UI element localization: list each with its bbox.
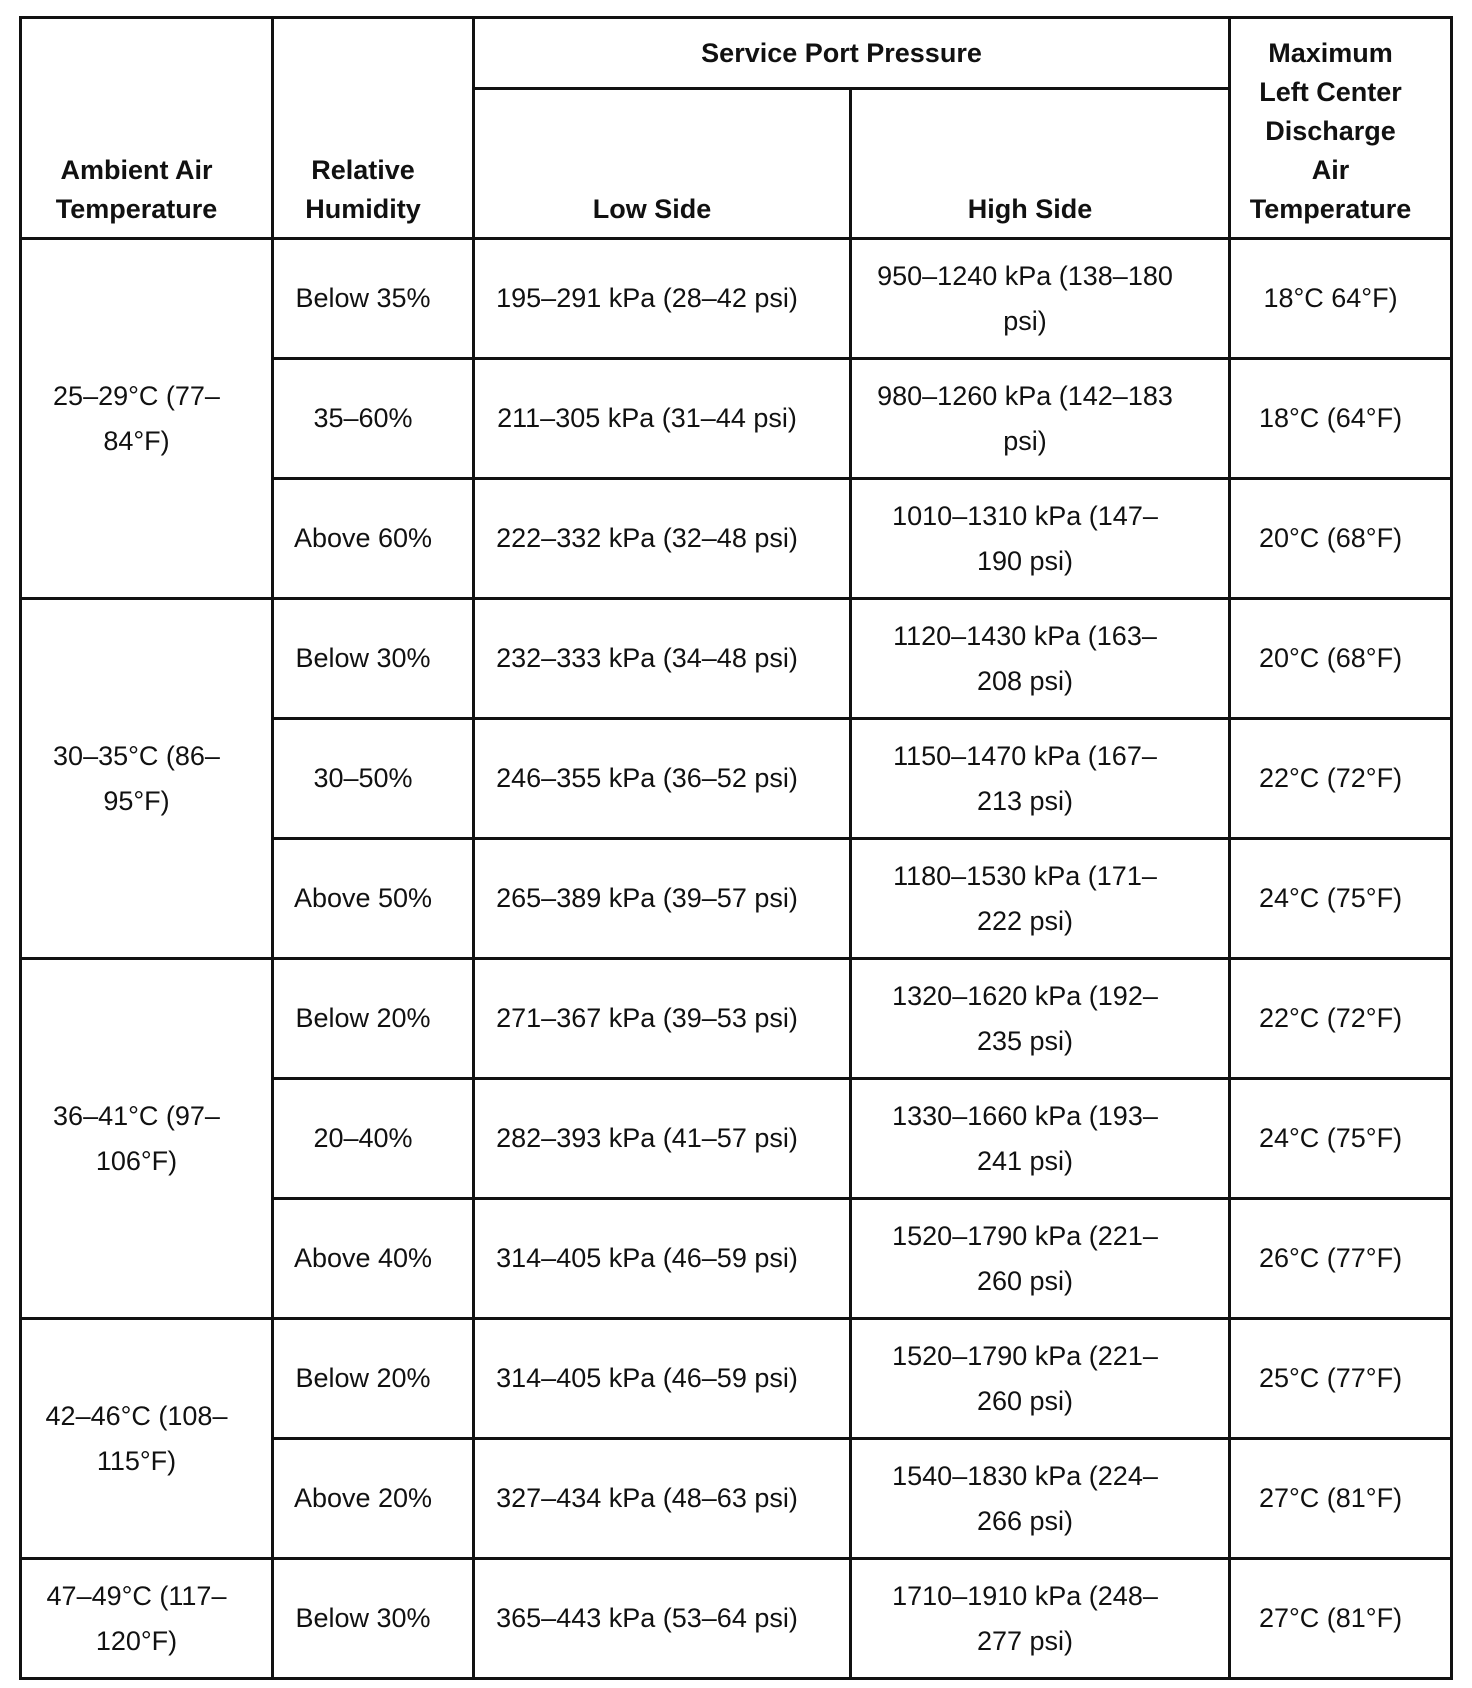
ambient-temp-cell [21, 1559, 273, 1679]
low-side-pressure-cell [474, 1559, 851, 1679]
table-row [21, 599, 1452, 719]
low-side-pressure-value: 222–332 kPa (32–48 psi) [496, 523, 798, 553]
high-side-pressure-value: 1520–1790 kPa (221–260 psi) [892, 1340, 1158, 1416]
high-side-pressure-cell [851, 479, 1230, 599]
max-discharge-temp-cell [1230, 719, 1452, 839]
header-label: Maximum Left Center Discharge Air Temperature [1249, 38, 1412, 224]
max-discharge-temp-value: 24°C (75°F) [1258, 883, 1403, 913]
ambient-temp-value: 25–29°C (77–84°F) [53, 380, 220, 456]
low-side-pressure-value: 271–367 kPa (39–53 psi) [496, 1003, 798, 1033]
low-side-pressure-cell [474, 1319, 851, 1439]
max-discharge-temp-value: 18°C (64°F) [1258, 403, 1403, 433]
relative-humidity-value: Below 20% [295, 1363, 431, 1393]
low-side-pressure-cell [474, 1079, 851, 1199]
table-body [21, 239, 1452, 1679]
relative-humidity-value: Above 60% [293, 523, 433, 553]
relative-humidity-cell [273, 1199, 474, 1319]
high-side-pressure-value: 1710–1910 kPa (248–277 psi) [892, 1580, 1158, 1656]
max-discharge-temp-cell [1230, 479, 1452, 599]
max-discharge-temp-cell [1230, 239, 1452, 359]
high-side-pressure-value: 1320–1620 kPa (192–235 psi) [892, 980, 1158, 1056]
ambient-temp-value: 36–41°C (97–106°F) [53, 1100, 220, 1176]
max-discharge-temp-cell [1230, 1559, 1452, 1679]
low-side-pressure-value: 211–305 kPa (31–44 psi) [497, 403, 797, 433]
low-side-pressure-value: 327–434 kPa (48–63 psi) [496, 1483, 798, 1513]
max-discharge-temp-cell [1230, 1079, 1452, 1199]
ambient-temp-value: 42–46°C (108–115°F) [45, 1400, 228, 1476]
header-low-side [474, 89, 851, 239]
low-side-pressure-cell [474, 839, 851, 959]
relative-humidity-cell [273, 239, 474, 359]
table-row [21, 239, 1452, 359]
low-side-pressure-value: 232–333 kPa (34–48 psi) [496, 643, 798, 673]
relative-humidity-value: Above 50% [293, 883, 433, 913]
header-label: Ambient Air Temperature [55, 155, 218, 224]
max-discharge-temp-value: 26°C (77°F) [1258, 1243, 1403, 1273]
relative-humidity-value: 35–60% [313, 403, 413, 433]
relative-humidity-value: 30–50% [313, 763, 413, 793]
header-high-side [851, 89, 1230, 239]
relative-humidity-cell [273, 839, 474, 959]
high-side-pressure-value: 1180–1530 kPa (171–222 psi) [893, 860, 1157, 936]
table-row [21, 959, 1452, 1079]
table-row [21, 1319, 1452, 1439]
max-discharge-temp-cell [1230, 1199, 1452, 1319]
high-side-pressure-value: 1010–1310 kPa (147–190 psi) [892, 500, 1158, 576]
table-header [21, 18, 1452, 239]
ambient-temp-value: 30–35°C (86–95°F) [53, 740, 220, 816]
high-side-pressure-cell [851, 959, 1230, 1079]
max-discharge-temp-value: 24°C (75°F) [1258, 1123, 1403, 1153]
ambient-temp-cell [21, 239, 273, 599]
low-side-pressure-cell [474, 359, 851, 479]
table-row [21, 1559, 1452, 1679]
high-side-pressure-value: 1330–1660 kPa (193–241 psi) [892, 1100, 1158, 1176]
relative-humidity-cell [273, 1079, 474, 1199]
high-side-pressure-cell [851, 1079, 1230, 1199]
low-side-pressure-cell [474, 479, 851, 599]
high-side-pressure-cell [851, 839, 1230, 959]
max-discharge-temp-cell [1230, 359, 1452, 479]
high-side-pressure-cell [851, 359, 1230, 479]
relative-humidity-cell [273, 479, 474, 599]
low-side-pressure-value: 314–405 kPa (46–59 psi) [496, 1243, 798, 1273]
ac-performance-table [19, 16, 1453, 1680]
low-side-pressure-value: 314–405 kPa (46–59 psi) [496, 1363, 798, 1393]
header-max-discharge-air-temperature [1230, 18, 1452, 239]
high-side-pressure-cell [851, 719, 1230, 839]
header-label: High Side [967, 194, 1093, 224]
max-discharge-temp-value: 18°C 64°F) [1263, 283, 1398, 313]
high-side-pressure-cell [851, 1199, 1230, 1319]
relative-humidity-value: Below 30% [295, 643, 431, 673]
high-side-pressure-value: 1520–1790 kPa (221–260 psi) [892, 1220, 1158, 1296]
low-side-pressure-cell [474, 959, 851, 1079]
max-discharge-temp-value: 25°C (77°F) [1258, 1363, 1403, 1393]
max-discharge-temp-value: 27°C (81°F) [1258, 1483, 1403, 1513]
low-side-pressure-value: 365–443 kPa (53–64 psi) [496, 1603, 798, 1633]
low-side-pressure-value: 195–291 kPa (28–42 psi) [496, 283, 798, 313]
relative-humidity-cell [273, 359, 474, 479]
max-discharge-temp-value: 20°C (68°F) [1258, 523, 1403, 553]
relative-humidity-cell [273, 1319, 474, 1439]
relative-humidity-cell [273, 1439, 474, 1559]
header-row [21, 18, 1452, 89]
ambient-temp-cell [21, 599, 273, 959]
header-service-port-pressure [474, 18, 1230, 89]
ambient-temp-value: 47–49°C (117–120°F) [46, 1580, 227, 1656]
low-side-pressure-value: 265–389 kPa (39–57 psi) [496, 883, 798, 913]
high-side-pressure-cell [851, 1439, 1230, 1559]
max-discharge-temp-cell [1230, 1319, 1452, 1439]
high-side-pressure-value: 1120–1430 kPa (163–208 psi) [893, 620, 1157, 696]
high-side-pressure-value: 980–1260 kPa (142–183 psi) [877, 380, 1173, 456]
low-side-pressure-cell [474, 719, 851, 839]
max-discharge-temp-cell [1230, 1439, 1452, 1559]
high-side-pressure-cell [851, 1319, 1230, 1439]
max-discharge-temp-value: 27°C (81°F) [1258, 1603, 1403, 1633]
high-side-pressure-cell [851, 239, 1230, 359]
header-ambient-air-temperature [21, 18, 273, 239]
header-label: Service Port Pressure [701, 37, 982, 68]
relative-humidity-value: Below 20% [295, 1003, 431, 1033]
relative-humidity-value: Above 20% [293, 1483, 433, 1513]
max-discharge-temp-value: 22°C (72°F) [1258, 1003, 1403, 1033]
low-side-pressure-cell [474, 1199, 851, 1319]
max-discharge-temp-cell [1230, 599, 1452, 719]
relative-humidity-value: Above 40% [293, 1243, 433, 1273]
relative-humidity-value: Below 30% [295, 1603, 431, 1633]
header-label: Low Side [592, 194, 712, 224]
ambient-temp-cell [21, 959, 273, 1319]
high-side-pressure-cell [851, 599, 1230, 719]
low-side-pressure-cell [474, 239, 851, 359]
relative-humidity-cell [273, 1559, 474, 1679]
relative-humidity-cell [273, 719, 474, 839]
max-discharge-temp-cell [1230, 839, 1452, 959]
relative-humidity-value: Below 35% [295, 283, 431, 313]
low-side-pressure-cell [474, 1439, 851, 1559]
max-discharge-temp-value: 20°C (68°F) [1258, 643, 1403, 673]
high-side-pressure-value: 950–1240 kPa (138–180 psi) [877, 260, 1173, 336]
max-discharge-temp-value: 22°C (72°F) [1258, 763, 1403, 793]
relative-humidity-cell [273, 599, 474, 719]
header-relative-humidity [273, 18, 474, 239]
relative-humidity-value: 20–40% [313, 1123, 413, 1153]
header-label: Relative Humidity [305, 155, 421, 224]
ambient-temp-cell [21, 1319, 273, 1559]
low-side-pressure-cell [474, 599, 851, 719]
high-side-pressure-cell [851, 1559, 1230, 1679]
low-side-pressure-value: 282–393 kPa (41–57 psi) [496, 1123, 798, 1153]
low-side-pressure-value: 246–355 kPa (36–52 psi) [496, 763, 798, 793]
high-side-pressure-value: 1150–1470 kPa (167–213 psi) [893, 740, 1157, 816]
relative-humidity-cell [273, 959, 474, 1079]
high-side-pressure-value: 1540–1830 kPa (224–266 psi) [892, 1460, 1158, 1536]
max-discharge-temp-cell [1230, 959, 1452, 1079]
